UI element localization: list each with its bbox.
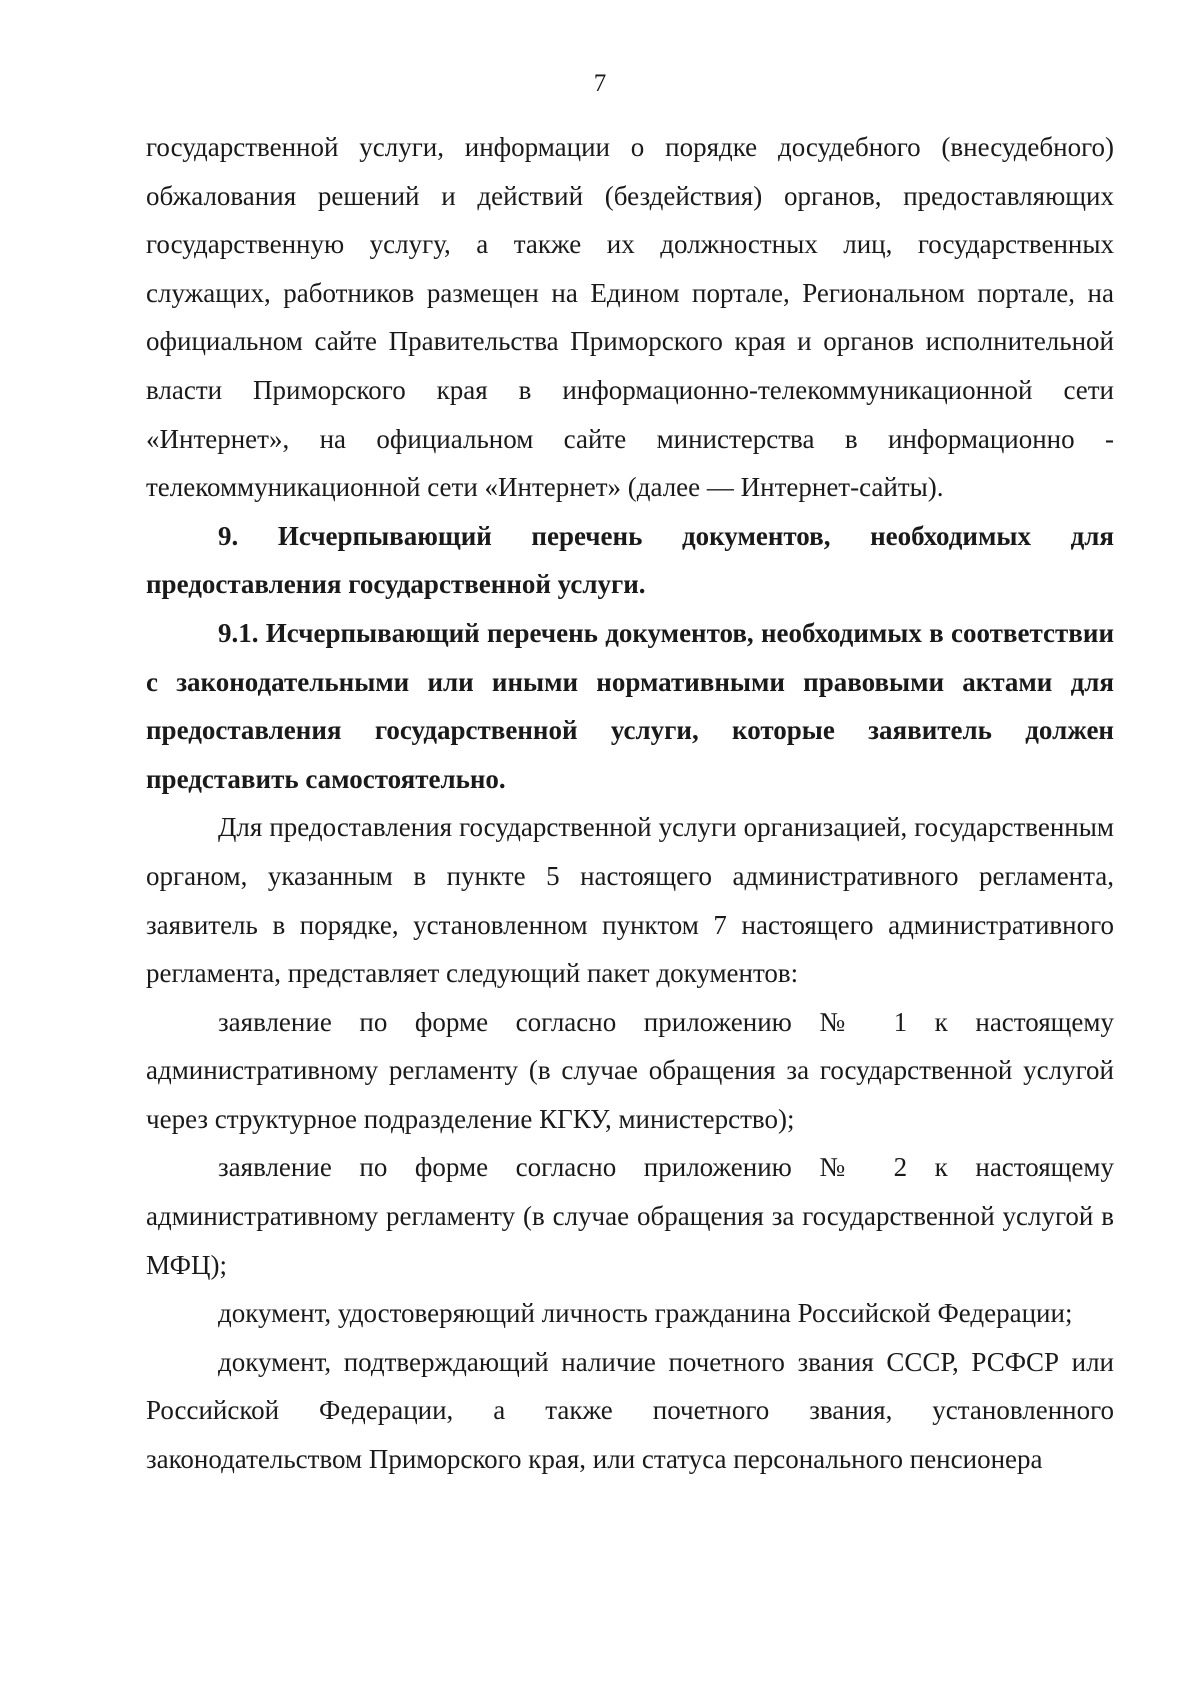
paragraph-documents-package: Для предоставления государственной услуги организацией, государственным органом, указанным в пункте 5 настоящего административного регламента, заявитель в порядке, установленном пунктом 7 настоящего административного регламента, представляет следующий пакет документов:	[146, 812, 1114, 989]
list-item-application-form-1: заявление по форме согласно приложению № 1 к настоящему административному регламенту (в случае обращения за государственной услугой через структурное подразделение КГКУ, министерство);	[146, 1006, 1114, 1134]
paragraph-internet-sites: государственной услуги, информации о порядке досудебного (внесудебного) обжалования решений и действий (бездействия) органов, предоставляющих государственную услугу, а также их должностных лиц, государственных служащих, работников размещен на Едином портале, Региональном портале, на официальном сайте Правительства Приморского края и органов исполнительной власти Приморского края в информационно-телекоммуникационной сети «Интернет», на официальном сайте министерства в информационно - телекоммуникационной сети «Интернет» (далее — Интернет-сайты).	[146, 132, 1114, 503]
list-item-identity-document: документ, удостоверяющий личность гражданина Российской Федерации;	[218, 1298, 1073, 1329]
section-heading-9: 9. Исчерпывающий перечень документов, необходимых для предоставления государственной услуги.	[146, 520, 1114, 600]
document-body	[146, 123, 1114, 1484]
page-number: 7	[593, 70, 607, 97]
list-item-application-form-2: заявление по форме согласно приложению № 2 к настоящему административному регламенту (в случае обращения за государственной услугой в МФЦ);	[146, 1152, 1114, 1280]
section-heading-9-1: 9.1. Исчерпывающий перечень документов, необходимых в соответствии с законодательными или иными нормативными правовыми актами для предоставления государственной услуги, которые заявитель должен представить самостоятельно.	[146, 617, 1114, 794]
list-item-honorary-title-document: документ, подтверждающий наличие почетного звания СССР, РСФСР или Российской Федерации, а также почетного звания, установленного законодательством Приморского края, или статуса персонального пенсионера	[146, 1346, 1114, 1475]
